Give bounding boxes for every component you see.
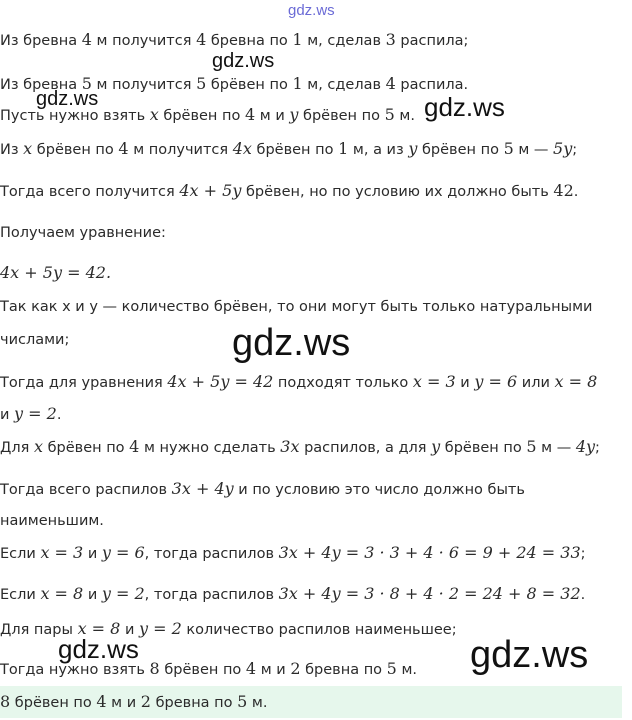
text-line: Из x брёвен по 4 м получится 4x брёвен по 1 м, а из y брёвен по 5 м — 5y; [0,139,578,158]
text-line: Из бревна 4 м получится 4 бревна по 1 м, сделав 3 распила; [0,30,469,49]
text-line: Если x = 8 и y = 2, тогда распилов 3x + 4y = 3 · 8 + 4 · 2 = 24 + 8 = 32. [0,584,586,603]
text-line: Тогда всего получится 4x + 5y брёвен, но по условию их должно быть 42. [0,181,579,200]
text-line: Тогда всего распилов 3x + 4y и по условию это число должно быть [0,479,525,498]
text-line: и y = 2. [0,404,62,423]
text-line: Пусть нужно взять x брёвен по 4 м и y брёвен по 5 м. [0,105,415,124]
text-line: Так как x и y — количество брёвен, то они могут быть только натуральными [0,299,593,315]
answer-box [0,686,622,718]
watermark: gdz.ws [232,322,351,364]
text-line: Получаем уравнение: [0,225,166,241]
watermark: gdz.ws [424,92,505,122]
watermark: gdz.ws [58,634,139,664]
watermark: gdz.ws [36,88,99,110]
text-line: Из бревна 5 м получится 5 брёвен по 1 м, сделав 4 распила. [0,74,469,93]
text-line: Для x брёвен по 4 м нужно сделать 3x распилов, а для y брёвен по 5 м — 4y; [0,437,600,456]
text-line: Если x = 3 и y = 6, тогда распилов 3x + 4y = 3 · 3 + 4 · 6 = 9 + 24 = 33; [0,543,586,562]
watermark: gdz.ws [470,634,589,676]
text-line: наименьшим. [0,513,104,529]
watermark: gdz.ws [212,50,275,72]
text-line: числами; [0,332,70,348]
answer-text: 8 брёвен по 4 м и 2 бревна по 5 м. [0,692,268,711]
text-line: Тогда для уравнения 4x + 5y = 42 подходят только x = 3 и y = 6 или x = 8 [0,372,598,391]
text-line: Для пары x = 8 и y = 2 количество распилов наименьшее; [0,619,457,638]
equation: 4x + 5y = 42. [0,263,112,282]
watermark-top: gdz.ws [288,2,335,19]
text-line: Тогда нужно взять 8 брёвен по 4 м и 2 бревна по 5 м. [0,659,418,678]
